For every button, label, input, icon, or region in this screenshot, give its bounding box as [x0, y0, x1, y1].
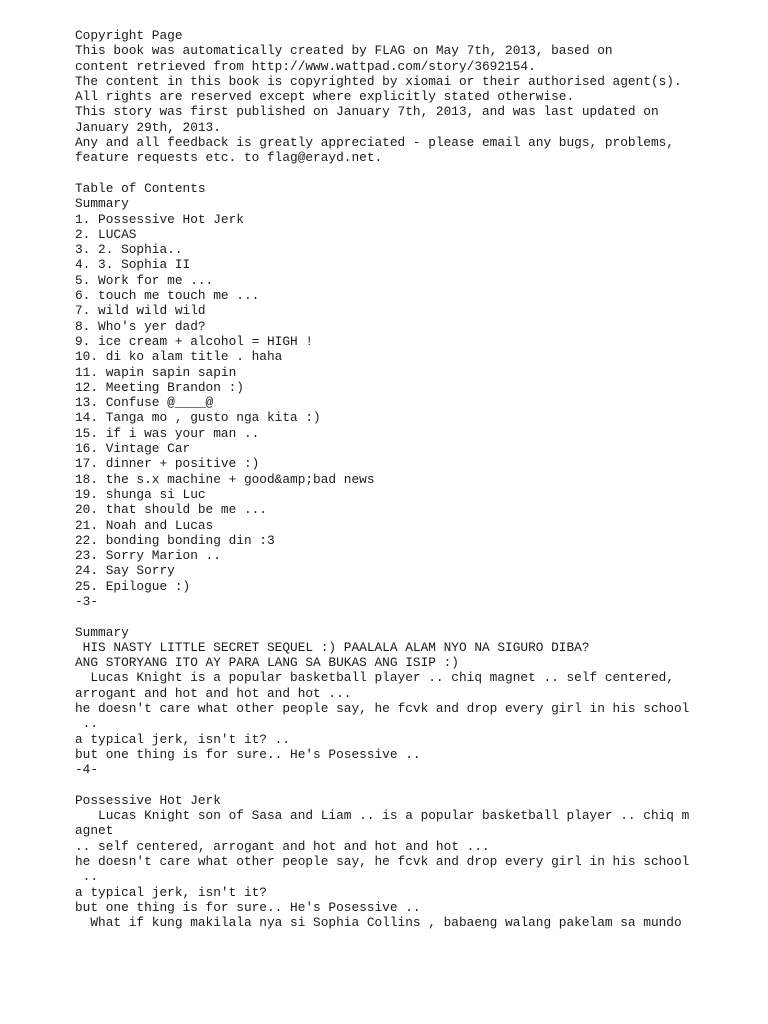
- spacer: [75, 609, 755, 624]
- summary-line: but one thing is for sure.. He's Posessive ..: [75, 746, 421, 762]
- copyright-line: content retrieved from http://www.wattpad.com/story/3692154.: [75, 58, 536, 74]
- toc-item: 22. bonding bonding din :3: [75, 532, 275, 548]
- summary-line: arrogant and hot and hot and hot ...: [75, 685, 352, 701]
- toc-item: 4. 3. Sophia II: [75, 257, 191, 273]
- toc-item: 12. Meeting Brandon :): [75, 379, 244, 395]
- copyright-line: All rights are reserved except where explicitly stated otherwise.: [75, 89, 575, 105]
- toc-item: 14. Tanga mo , gusto nga kita :): [75, 410, 321, 426]
- summary-line: ..: [75, 716, 99, 732]
- toc-item: 2. LUCAS: [75, 226, 137, 242]
- page-number: -4-: [75, 762, 99, 778]
- copyright-line: This book was automatically created by FLAG on May 7th, 2013, based on: [75, 43, 613, 59]
- summary-line: HIS NASTY LITTLE SECRET SEQUEL :) PAALALA ALAM NYO NA SIGURO DIBA?: [75, 639, 590, 655]
- toc-item: 18. the s.x machine + good&amp;bad news: [75, 471, 375, 487]
- toc-item: 1. Possessive Hot Jerk: [75, 211, 244, 227]
- summary-heading: Summary: [75, 624, 129, 640]
- toc-item: 10. di ko alam title . haha: [75, 349, 283, 365]
- toc-item: 21. Noah and Lucas: [75, 517, 214, 533]
- copyright-heading: Copyright Page: [75, 28, 183, 43]
- toc-item: 19. shunga si Luc: [75, 486, 206, 502]
- chapter-line: a typical jerk, isn't it?: [75, 884, 267, 900]
- chapter-line: he doesn't care what other people say, he fcvk and drop every girl in his school: [75, 854, 690, 870]
- chapter-line: Lucas Knight son of Sasa and Liam .. is a popular basketball player .. chiq m: [75, 808, 690, 824]
- table-of-contents: [75, 181, 755, 609]
- summary-line: ANG STORYANG ITO AY PARA LANG SA BUKAS ANG ISIP :): [75, 655, 459, 671]
- toc-item: 5. Work for me ...: [75, 272, 214, 288]
- toc-item: 8. Who's yer dad?: [75, 318, 206, 334]
- toc-item: 25. Epilogue :): [75, 578, 191, 594]
- copyright-line: The content in this book is copyrighted by xiomai or their authorised agent(s).: [75, 73, 682, 89]
- toc-item: 3. 2. Sophia..: [75, 242, 183, 258]
- copyright-section: [75, 28, 755, 166]
- copyright-line: January 29th, 2013.: [75, 119, 221, 135]
- copyright-line: Any and all feedback is greatly appreciated - please email any bugs, problems,: [75, 135, 674, 151]
- chapter-line: agnet: [75, 823, 114, 839]
- toc-heading: Table of Contents: [75, 180, 206, 196]
- chapter-line: but one thing is for sure.. He's Posessive ..: [75, 899, 421, 915]
- toc-item: 13. Confuse @____@: [75, 395, 214, 411]
- summary-line: he doesn't care what other people say, he fcvk and drop every girl in his school: [75, 701, 690, 717]
- toc-item: 9. ice cream + alcohol = HIGH !: [75, 333, 314, 349]
- document-page: [75, 28, 755, 931]
- chapter-line: What if kung makilala nya si Sophia Collins , babaeng walang pakelam sa mundo: [75, 915, 682, 931]
- toc-item: 20. that should be me ...: [75, 502, 267, 518]
- page-number: -3-: [75, 593, 99, 609]
- copyright-line: This story was first published on January 7th, 2013, and was last updated on: [75, 104, 659, 120]
- chapter-section: [75, 793, 755, 931]
- summary-section: [75, 625, 755, 778]
- toc-item: 17. dinner + positive :): [75, 456, 260, 472]
- toc-item: 24. Say Sorry: [75, 563, 175, 579]
- toc-item: 16. Vintage Car: [75, 441, 191, 457]
- toc-item: 23. Sorry Marion ..: [75, 548, 221, 564]
- summary-line: Lucas Knight is a popular basketball player .. chiq magnet .. self centered,: [75, 670, 674, 686]
- toc-item: 11. wapin sapin sapin: [75, 364, 237, 380]
- toc-item: 6. touch me touch me ...: [75, 288, 260, 304]
- chapter-line: .. self centered, arrogant and hot and hot and hot ...: [75, 838, 490, 854]
- toc-item: Summary: [75, 196, 129, 212]
- copyright-line: feature requests etc. to flag@erayd.net.: [75, 150, 383, 166]
- toc-item: 15. if i was your man ..: [75, 425, 260, 441]
- chapter-heading: Possessive Hot Jerk: [75, 792, 221, 808]
- spacer: [75, 166, 755, 181]
- toc-item: 7. wild wild wild: [75, 303, 206, 319]
- chapter-line: ..: [75, 869, 99, 885]
- summary-line: a typical jerk, isn't it? ..: [75, 731, 291, 747]
- spacer: [75, 778, 755, 793]
